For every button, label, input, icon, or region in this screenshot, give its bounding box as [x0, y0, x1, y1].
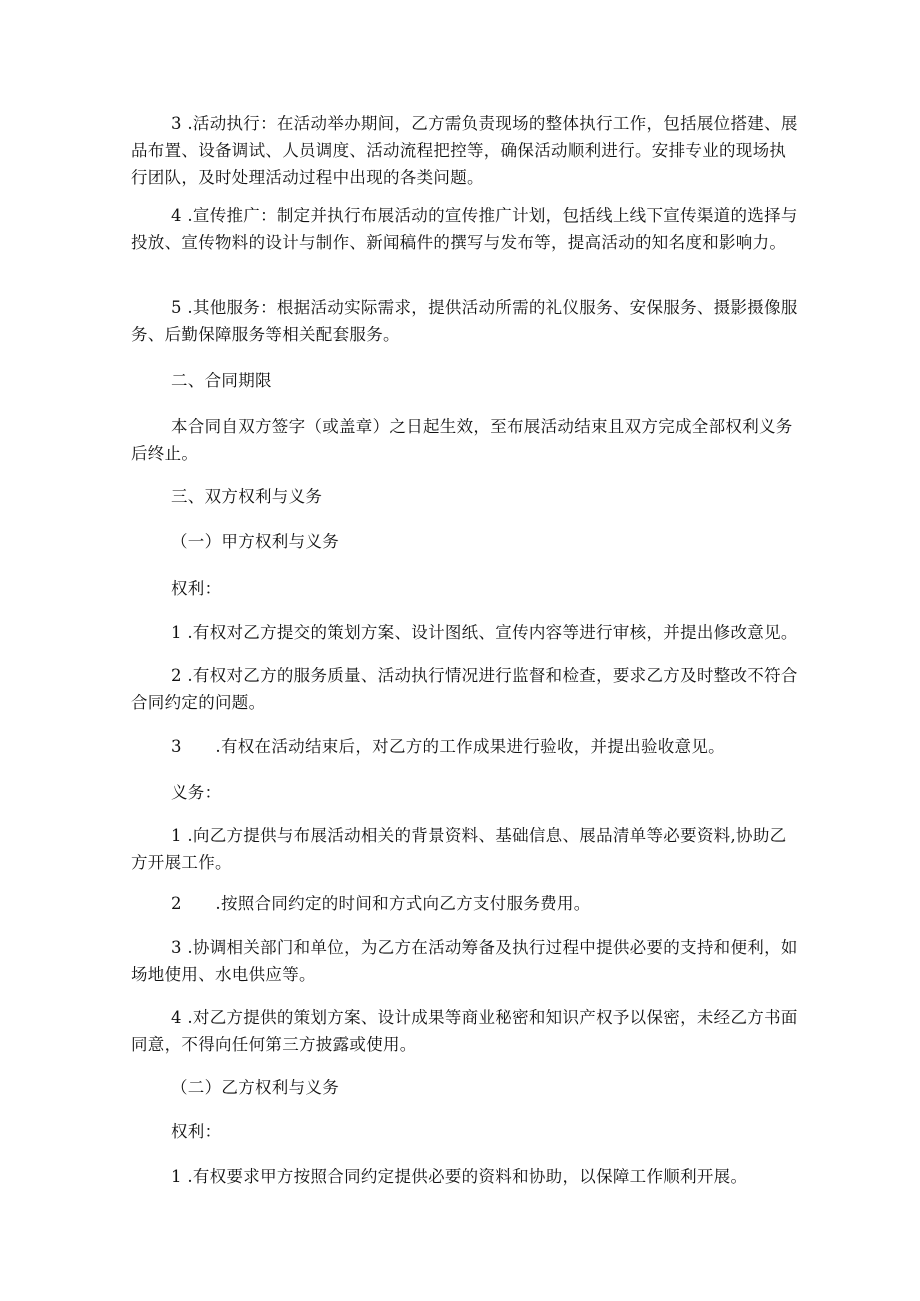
- label-rights-a: 权利：: [171, 579, 222, 598]
- subsection-heading-party-a: （一）甲方权利与义务: [171, 532, 339, 551]
- paragraph-contract-term: 本合同自双方签字（或盖章）之日起生效，至布展活动结束且双方完成全部权利义务后终止。: [131, 417, 793, 463]
- subsection-heading-party-b: （二）乙方权利与义务: [171, 1078, 339, 1097]
- paragraph-other-services: 5 .其他服务：根据活动实际需求，提供活动所需的礼仪服务、安保服务、摄影摄像服务、后勤保障服务等相关配套服务。: [131, 298, 798, 344]
- list-item-a-obligation-4: 4 .对乙方提供的策划方案、设计成果等商业秘密和知识产权予以保密，未经乙方书面同意，不得向任何第三方披露或使用。: [131, 1008, 798, 1054]
- list-item-a-obligation-1: 1 .向乙方提供与布展活动相关的背景资料、基础信息、展品清单等必要资料,协助乙方开展工作。: [131, 826, 787, 872]
- list-item-a-right-1: 1 .有权对乙方提交的策划方案、设计图纸、宣传内容等进行审核，并提出修改意见。: [171, 623, 798, 642]
- list-item-b-right-1: 1 .有权要求甲方按照合同约定提供必要的资料和协助，以保障工作顺利开展。: [171, 1167, 748, 1186]
- list-item-a-obligation-3: 3 .协调相关部门和单位，为乙方在活动筹备及执行过程中提供必要的支持和便利，如场地使用、水电供应等。: [131, 938, 798, 984]
- list-item-a-right-2: 2 .有权对乙方的服务质量、活动执行情况进行监督和检查，要求乙方及时整改不符合合同约定的问题。: [131, 666, 798, 712]
- paragraph-activity-execution: 3 .活动执行：在活动举办期间，乙方需负责现场的整体执行工作，包括展位搭建、展品布置、设备调试、人员调度、活动流程把控等，确保活动顺利进行。安排专业的现场执行团队，及时处理活动过程中出现的各类问题。: [131, 114, 798, 187]
- list-item-a-right-3: 3 .有权在活动结束后，对乙方的工作成果进行验收，并提出验收意见。: [171, 737, 725, 756]
- list-item-a-obligation-2: 2 .按照合同约定的时间和方式向乙方支付服务费用。: [171, 894, 591, 913]
- label-obligations-a: 义务：: [171, 783, 222, 802]
- section-heading-rights-obligations: 三、双方权利与义务: [171, 487, 323, 506]
- section-heading-contract-term: 二、合同期限: [171, 371, 272, 390]
- paragraph-promotion: 4 .宣传推广：制定并执行布展活动的宣传推广计划，包括线上线下宣传渠道的选择与投放、宣传物料的设计与制作、新闻稿件的撰写与发布等，提高活动的知名度和影响力。: [131, 206, 798, 252]
- label-rights-b: 权利：: [171, 1122, 222, 1141]
